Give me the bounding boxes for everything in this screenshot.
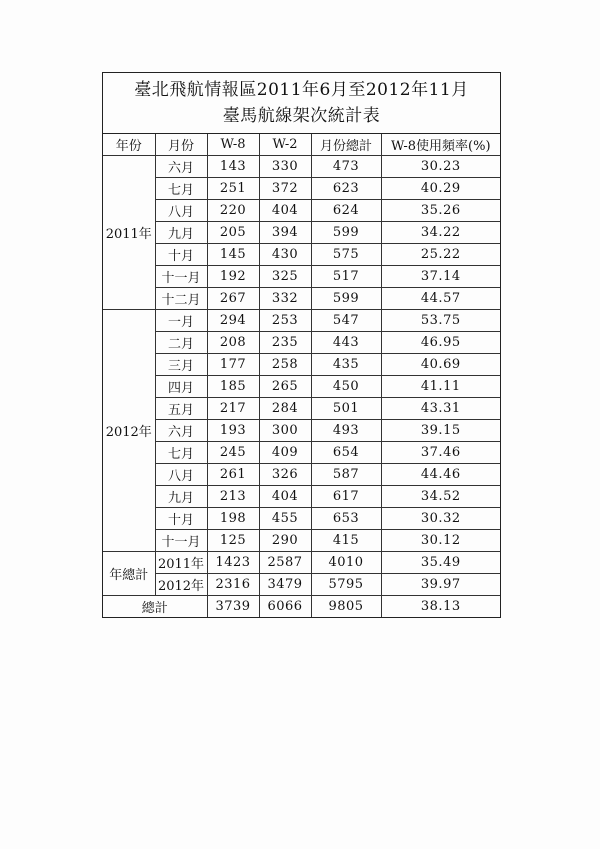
w8-cell: 185: [207, 376, 259, 398]
w8-rate-cell: 43.31: [381, 398, 500, 420]
w8-cell: 198: [207, 508, 259, 530]
w8-rate-cell: 35.26: [381, 200, 500, 222]
monthly-total-cell: 435: [311, 354, 381, 376]
w2-cell: 326: [259, 464, 311, 486]
w8-rate-cell: 44.57: [381, 288, 500, 310]
month-cell: 四月: [155, 376, 207, 398]
header-year: 年份: [103, 134, 155, 156]
table-row: [103, 376, 500, 398]
table-row: [103, 574, 500, 596]
w8-rate-cell: 37.46: [381, 442, 500, 464]
w8-cell: 217: [207, 398, 259, 420]
month-cell: 二月: [155, 332, 207, 354]
month-cell: 五月: [155, 398, 207, 420]
w8-cell: 213: [207, 486, 259, 508]
monthly-total-cell: 587: [311, 464, 381, 486]
w8-rate-cell: 34.22: [381, 222, 500, 244]
w8-cell: 208: [207, 332, 259, 354]
table-row: [103, 244, 500, 266]
table-row: [103, 266, 500, 288]
w2-cell: 253: [259, 310, 311, 332]
grand-total-w2: 6066: [259, 596, 311, 618]
table-row: [103, 552, 500, 574]
month-cell: 六月: [155, 420, 207, 442]
month-cell: 七月: [155, 178, 207, 200]
w8-rate-cell: 41.11: [381, 376, 500, 398]
grand-total-label: 總計: [103, 596, 207, 618]
month-cell: 八月: [155, 200, 207, 222]
month-cell: 十月: [155, 244, 207, 266]
table-row: [103, 332, 500, 354]
monthly-total-cell: 653: [311, 508, 381, 530]
monthly-total-cell: 473: [311, 156, 381, 178]
w2-cell: 2587: [259, 552, 311, 574]
w2-cell: 332: [259, 288, 311, 310]
w8-rate-cell: 30.32: [381, 508, 500, 530]
table-row: [103, 464, 500, 486]
month-cell: 2012年: [155, 574, 207, 596]
w2-cell: 455: [259, 508, 311, 530]
w8-cell: 261: [207, 464, 259, 486]
document-title: [103, 73, 500, 134]
table-row: [103, 442, 500, 464]
w2-cell: 404: [259, 486, 311, 508]
month-cell: 八月: [155, 464, 207, 486]
monthly-total-cell: 5795: [311, 574, 381, 596]
w8-rate-cell: 30.12: [381, 530, 500, 552]
w8-cell: 143: [207, 156, 259, 178]
w8-cell: 1423: [207, 552, 259, 574]
title-line-2: 臺馬航線架次統計表: [222, 106, 381, 126]
table-row: [103, 420, 500, 442]
w8-cell: 177: [207, 354, 259, 376]
monthly-total-cell: 575: [311, 244, 381, 266]
w8-rate-cell: 40.69: [381, 354, 500, 376]
month-cell: 一月: [155, 310, 207, 332]
monthly-total-cell: 415: [311, 530, 381, 552]
w8-cell: 267: [207, 288, 259, 310]
w2-cell: 394: [259, 222, 311, 244]
w2-cell: 300: [259, 420, 311, 442]
statistics-document: [102, 72, 501, 618]
month-cell: 十二月: [155, 288, 207, 310]
w2-cell: 372: [259, 178, 311, 200]
w8-cell: 125: [207, 530, 259, 552]
w8-rate-cell: 37.14: [381, 266, 500, 288]
w8-cell: 205: [207, 222, 259, 244]
table-row: [103, 178, 500, 200]
header-w2: W-2: [259, 134, 311, 156]
header-monthly-total: 月份總計: [311, 134, 381, 156]
w8-cell: 251: [207, 178, 259, 200]
monthly-total-cell: 654: [311, 442, 381, 464]
grand-total-rate: 38.13: [381, 596, 500, 618]
w2-cell: 284: [259, 398, 311, 420]
w8-cell: 220: [207, 200, 259, 222]
monthly-total-cell: 501: [311, 398, 381, 420]
w8-cell: 145: [207, 244, 259, 266]
grand-total-sum: 9805: [311, 596, 381, 618]
month-cell: 三月: [155, 354, 207, 376]
w8-cell: 245: [207, 442, 259, 464]
table-row: [103, 354, 500, 376]
monthly-total-cell: 623: [311, 178, 381, 200]
table-row: [103, 508, 500, 530]
table-row: [103, 486, 500, 508]
w2-cell: 430: [259, 244, 311, 266]
w2-cell: 258: [259, 354, 311, 376]
year-group-label: 2011年: [103, 156, 155, 310]
monthly-total-cell: 599: [311, 222, 381, 244]
monthly-total-cell: 599: [311, 288, 381, 310]
w8-rate-cell: 39.97: [381, 574, 500, 596]
grand-total-row: [103, 596, 500, 618]
w2-cell: 409: [259, 442, 311, 464]
table-row: [103, 530, 500, 552]
w8-cell: 294: [207, 310, 259, 332]
header-w8: W-8: [207, 134, 259, 156]
w8-rate-cell: 46.95: [381, 332, 500, 354]
w8-rate-cell: 35.49: [381, 552, 500, 574]
w8-rate-cell: 40.29: [381, 178, 500, 200]
w2-cell: 235: [259, 332, 311, 354]
monthly-total-cell: 4010: [311, 552, 381, 574]
w8-rate-cell: 30.23: [381, 156, 500, 178]
w2-cell: 330: [259, 156, 311, 178]
table-row: [103, 156, 500, 178]
w2-cell: 265: [259, 376, 311, 398]
month-cell: 2011年: [155, 552, 207, 574]
monthly-total-cell: 547: [311, 310, 381, 332]
w8-cell: 193: [207, 420, 259, 442]
table-row: [103, 222, 500, 244]
w2-cell: 404: [259, 200, 311, 222]
month-cell: 九月: [155, 222, 207, 244]
flight-statistics-table: [103, 134, 500, 617]
monthly-total-cell: 517: [311, 266, 381, 288]
w2-cell: 290: [259, 530, 311, 552]
monthly-total-cell: 617: [311, 486, 381, 508]
table-row: [103, 200, 500, 222]
year-group-label: 年總計: [103, 552, 155, 596]
header-row: [103, 134, 500, 156]
header-w8-rate: W-8使用頻率(%): [381, 134, 500, 156]
w8-rate-cell: 44.46: [381, 464, 500, 486]
monthly-total-cell: 493: [311, 420, 381, 442]
header-month: 月份: [155, 134, 207, 156]
monthly-total-cell: 624: [311, 200, 381, 222]
grand-total-w8: 3739: [207, 596, 259, 618]
w8-rate-cell: 34.52: [381, 486, 500, 508]
month-cell: 十一月: [155, 530, 207, 552]
w8-cell: 2316: [207, 574, 259, 596]
w8-rate-cell: 39.15: [381, 420, 500, 442]
month-cell: 十一月: [155, 266, 207, 288]
month-cell: 十月: [155, 508, 207, 530]
w8-cell: 192: [207, 266, 259, 288]
table-row: [103, 398, 500, 420]
w8-rate-cell: 25.22: [381, 244, 500, 266]
table-row: [103, 288, 500, 310]
w8-rate-cell: 53.75: [381, 310, 500, 332]
w2-cell: 325: [259, 266, 311, 288]
year-group-label: 2012年: [103, 310, 155, 552]
month-cell: 九月: [155, 486, 207, 508]
monthly-total-cell: 443: [311, 332, 381, 354]
title-line-1: 臺北飛航情報區2011年6月至2012年11月: [134, 80, 469, 100]
month-cell: 七月: [155, 442, 207, 464]
monthly-total-cell: 450: [311, 376, 381, 398]
month-cell: 六月: [155, 156, 207, 178]
w2-cell: 3479: [259, 574, 311, 596]
table-row: [103, 310, 500, 332]
